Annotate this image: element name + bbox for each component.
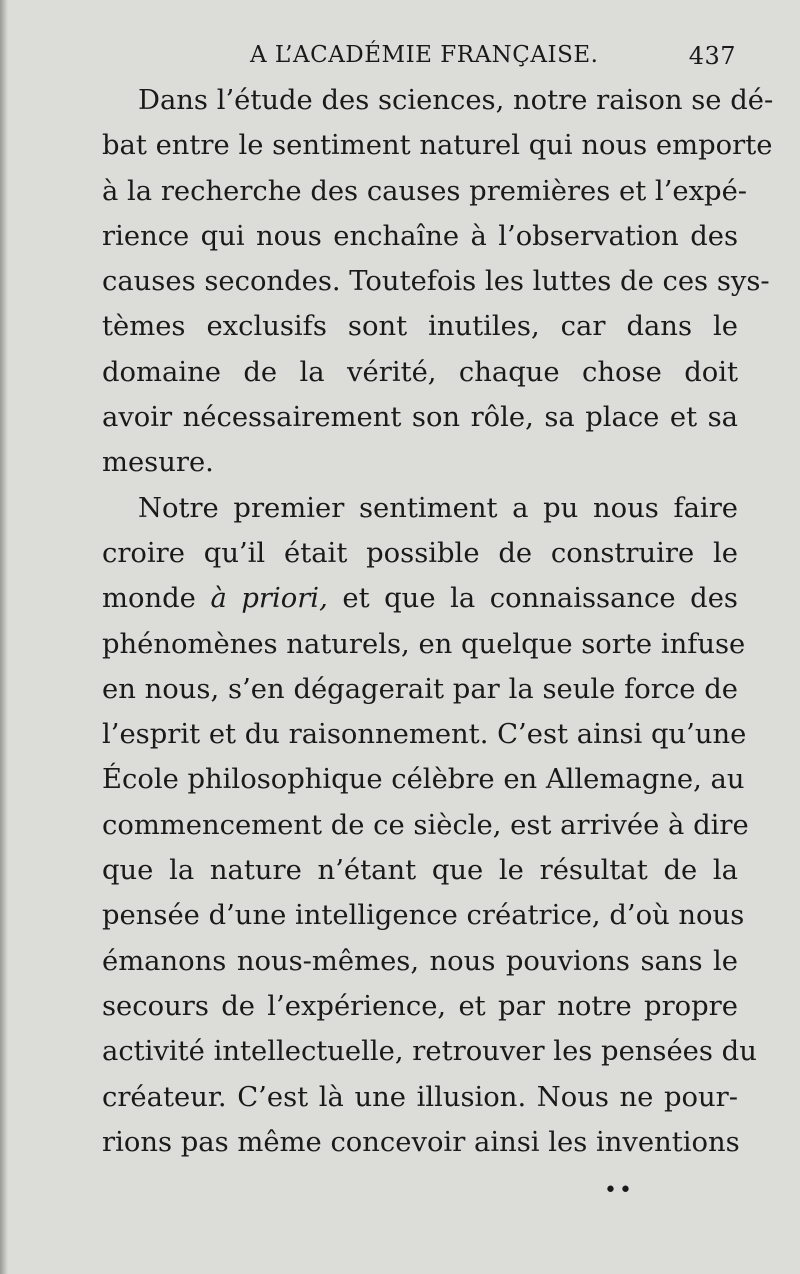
text-line: École philosophique célèbre en Allemagne, au: [102, 764, 745, 796]
text-line: rions pas même concevoir ainsi les inventions: [102, 1126, 740, 1158]
signature-mark: ••: [604, 1178, 634, 1203]
text-line: Dans l’étude des sciences, notre raison se dé-: [138, 85, 774, 116]
text-line: [102, 576, 738, 621]
page-number: 437: [688, 42, 736, 70]
running-title: A L’ACADÉMIE FRANÇAISE.: [250, 42, 599, 68]
running-head: [100, 42, 740, 76]
text-line: bat entre le sentiment naturel qui nous emporte: [102, 130, 773, 162]
paragraph-1: [102, 78, 774, 486]
text-line: à la recherche des causes premières et l’expé-: [102, 175, 748, 207]
text-line: pensée d’une intelligence créatrice, d’où nous: [102, 900, 745, 932]
text-line: émanons nous-mêmes, nous pouvions sans le: [102, 945, 738, 977]
text-line: croire qu’il était possible de construire le: [102, 537, 738, 569]
text-segment: et que la connaissance des: [342, 583, 738, 615]
paragraph-2: [102, 486, 757, 1165]
text-line: Notre premier sentiment a pu nous faire: [138, 492, 738, 524]
text-line: que la nature n’étant que le résultat de la: [102, 855, 738, 887]
text-line: créateur. C’est là une illusion. Nous ne pour-: [102, 1081, 738, 1113]
text-segment: monde: [102, 583, 196, 615]
italic-phrase: à priori,: [210, 583, 328, 615]
text-line: tèmes exclusifs sont inutiles, car dans le: [102, 311, 738, 343]
text-line: en nous, s’en dégagerait par la seule force de: [102, 673, 738, 705]
text-line: l’esprit et du raisonnement. C’est ainsi qu’une: [102, 719, 747, 751]
text-line: domaine de la vérité, chaque chose doit: [102, 356, 738, 388]
text-line: mesure.: [102, 447, 214, 479]
text-line: activité intellectuelle, retrouver les pensées du: [102, 1036, 757, 1068]
text-line: rience qui nous enchaîne à l’observation des: [102, 220, 738, 252]
text-line: phénomènes naturels, en quelque sorte infuse: [102, 628, 746, 660]
body-text: [102, 78, 774, 1165]
text-line: secours de l’expérience, et par notre propre: [102, 990, 738, 1022]
text-line: avoir nécessairement son rôle, sa place et sa: [102, 402, 738, 434]
text-line: commencement de ce siècle, est arrivée à dire: [102, 809, 749, 841]
text-line: causes secondes. Toutefois les luttes de ces sys-: [102, 266, 770, 298]
